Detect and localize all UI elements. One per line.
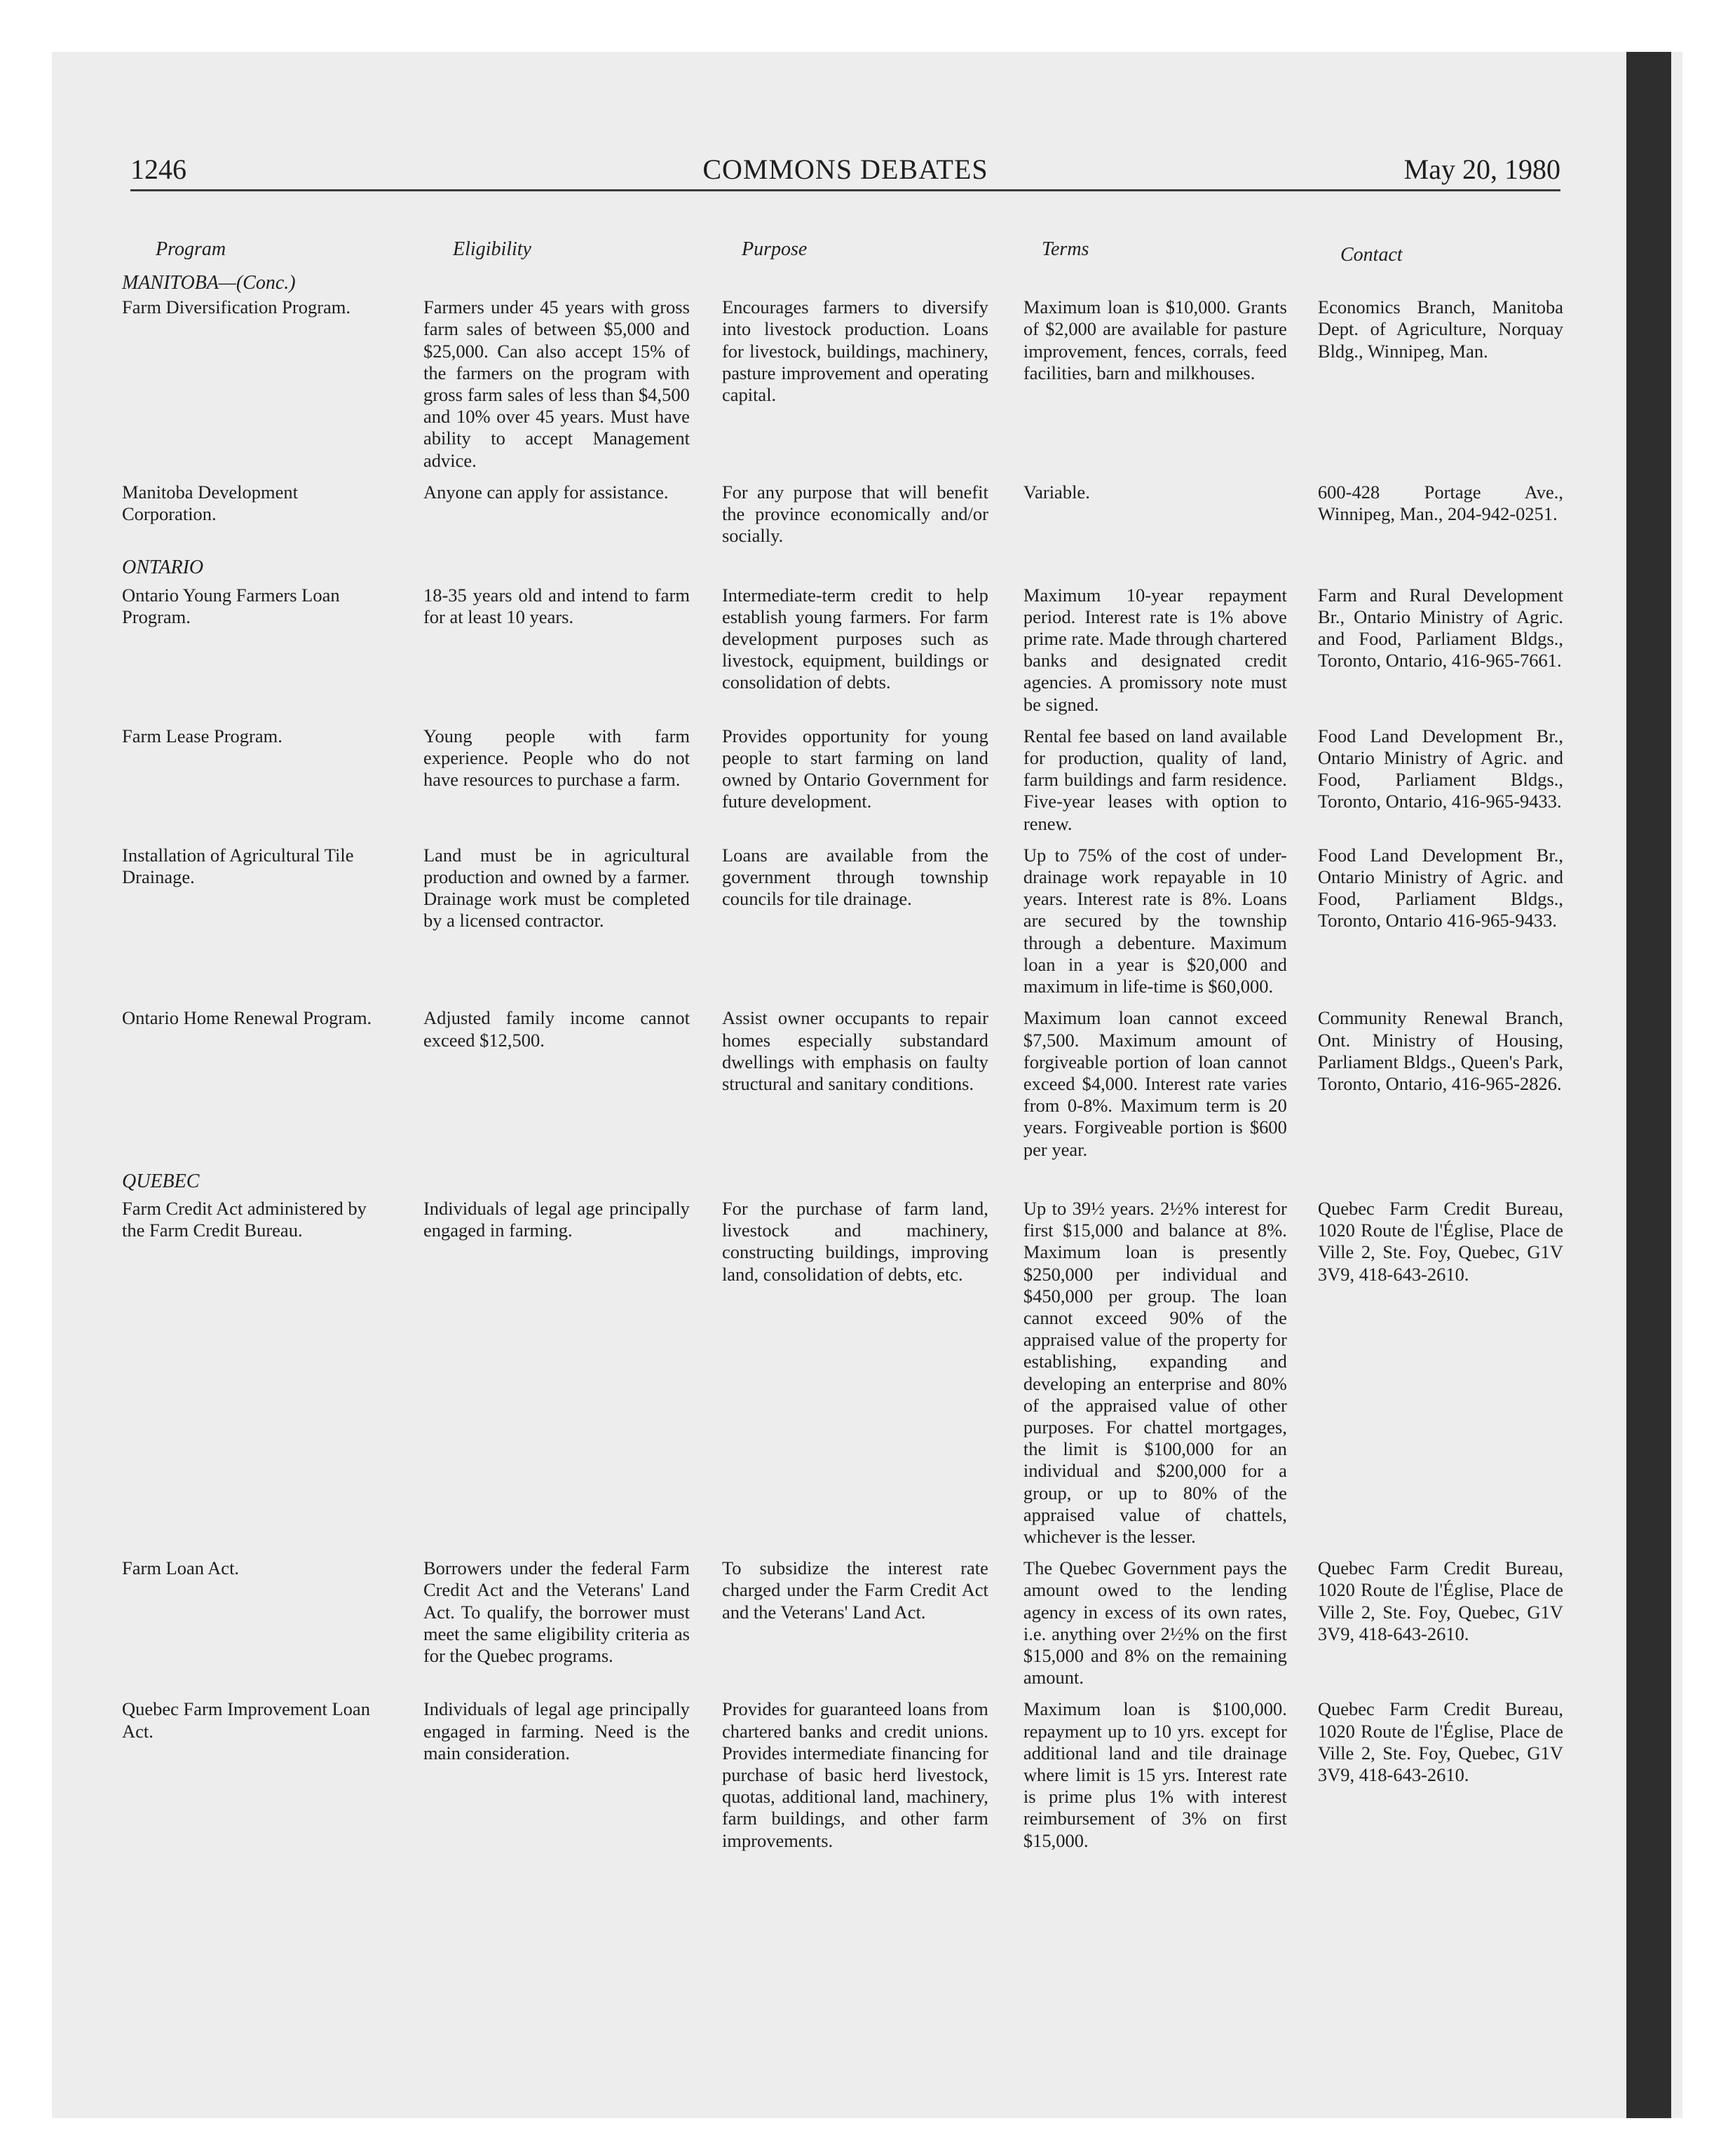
program-cell: Ontario Young Farmers Loan Program. [122,584,340,627]
column-header-terms: Terms [1042,238,1089,260]
contact-cell: Food Land Development Br., Ontario Ministry of Agric. and Food, Parliament Bldgs., Toronto, Ontario 416-965-9433. [1317,844,1564,932]
purpose-cell: Encourages farmers to diversify into livestock production. Loans for livestock, buildings, machinery, pasture improvement and operating capital. [721,296,988,406]
column-header-contact: Contact [1340,244,1403,266]
column-header-eligibility: Eligibility [453,238,531,260]
terms-cell: Up to 75% of the cost of under-drainage work repayable in 10 years. Interest rate is 8%. Loans are secured by the township through a debenture. Maximum loan in a year is $20,000 and maximum in life-time is $60,000. [1023,844,1287,997]
eligibility-cell: Land must be in agricultural production and owned by a farmer. Drainage work must be completed by a licensed contractor. [423,844,690,932]
contact-cell: Quebec Farm Credit Bureau, 1020 Route de l'Église, Place de Ville 2, Ste. Foy, Quebec, G1V 3V9, 418-643-2610. [1317,1557,1564,1644]
header-rule [130,189,1560,191]
eligibility-cell: Farmers under 45 years with gross farm sales of between $5,000 and $25,000. Can also accept 15% of the farmers on the program with gross farm sales of less than $4,500 and 10% over 45 years. Must have ability to accept Management advice. [423,296,690,471]
contact-cell: 600-428 Portage Ave., Winnipeg, Man., 204-942-0251. [1317,481,1564,525]
eligibility-cell: 18-35 years old and intend to farm for at least 10 years. [423,584,690,627]
terms-cell: Up to 39½ years. 2½% interest for first $15,000 and balance at 8%. Maximum loan is presently $250,000 per individual and $450,000 per group. The loan cannot exceed 90% of the appraised value of the property for establishing, expanding and developing an enterprise and 80% of the appraised value of other purposes. For chattel mortgages, the limit is $100,000 for an individual and $200,000 for a group, or up to 80% of the appraised value of chattels, whichever is the lesser. [1023,1197,1287,1547]
eligibility-cell: Individuals of legal age principally engaged in farming. Need is the main consideration. [423,1698,690,1763]
running-title: COMMONS DEBATES [702,153,988,185]
table-row [122,845,1563,997]
contact-cell: Food Land Development Br., Ontario Ministry of Agric. and Food, Parliament Bldgs., Toronto, Ontario, 416-965-9433. [1317,725,1564,812]
terms-cell: Maximum loan is $100,000. repayment up to 10 yrs. except for additional land and tile drainage where limit is 15 yrs. Interest rate is prime plus 1% with interest reimbursement of 3% on first $15,000. [1023,1698,1287,1851]
programs-table [122,272,1563,1852]
contact-cell: Quebec Farm Credit Bureau, 1020 Route de l'Église, Place de Ville 2, Ste. Foy, Quebec, G1V 3V9, 418-643-2610. [1317,1197,1564,1285]
table-row [122,725,1563,835]
section-heading: MANITOBA—(Conc.) [122,272,296,294]
terms-cell: Variable. [1023,481,1090,503]
table-row [122,1007,1563,1160]
column-header-purpose: Purpose [742,238,808,260]
program-cell: Installation of Agricultural Tile Drainage. [122,844,354,888]
issue-date: May 20, 1980 [1403,153,1560,185]
section-heading: QUEBEC [122,1170,200,1192]
table-row [122,1557,1563,1688]
program-cell: Farm Lease Program. [122,725,283,746]
eligibility-cell: Borrowers under the federal Farm Credit Act and the Veterans' Land Act. To qualify, the borrower must meet the same eligibility criteria as for the Quebec programs. [423,1557,690,1666]
program-cell: Quebec Farm Improvement Loan Act. [122,1698,370,1742]
scan-edge-strip [1626,52,1671,2118]
purpose-cell: Provides opportunity for young people to start farming on land owned by Ontario Government for future development. [721,725,988,812]
terms-cell: Maximum loan is $10,000. Grants of $2,000 are available for pasture improvement, fences, corrals, feed facilities, barn and milkhouses. [1023,296,1287,383]
purpose-cell: Intermediate-term credit to help establish young farmers. For farm development purposes such as livestock, equipment, buildings or consolidation of debts. [721,584,988,693]
table-row [122,482,1563,547]
contact-cell: Community Renewal Branch, Ont. Ministry of Housing, Parliament Bldgs., Queen's Park, Toronto, Ontario, 416-965-2826. [1317,1007,1564,1094]
table-row [122,585,1563,716]
purpose-cell: Loans are available from the government through township councils for tile drainage. [721,844,988,910]
eligibility-cell: Anyone can apply for assistance. [423,481,669,503]
program-cell: Ontario Home Renewal Program. [122,1007,372,1029]
contact-cell: Farm and Rural Development Br., Ontario Ministry of Agric. and Food, Parliament Bldgs., Toronto, Ontario, 416-965-7661. [1317,584,1564,671]
table-row [122,296,1563,472]
eligibility-cell: Individuals of legal age principally engaged in farming. [423,1197,690,1241]
page-header [130,153,1560,192]
contact-cell: Economics Branch, Manitoba Dept. of Agriculture, Norquay Bldg., Winnipeg, Man. [1317,296,1564,362]
section-heading: ONTARIO [122,557,204,579]
purpose-cell: For the purchase of farm land, livestock and machinery, constructing buildings, improving land, consolidation of debts, etc. [721,1197,988,1285]
purpose-cell: To subsidize the interest rate charged under the Farm Credit Act and the Veterans' Land Act. [721,1557,988,1623]
table-row [122,1698,1563,1851]
program-cell: Manitoba Development Corporation. [122,481,298,525]
purpose-cell: Provides for guaranteed loans from chartered banks and credit unions. Provides intermediate financing for purchase of basic herd livestock, quotas, additional land, machinery, farm buildings, and other farm improvements. [721,1698,988,1851]
purpose-cell: For any purpose that will benefit the province economically and/or socially. [721,481,988,547]
column-headers [122,238,1566,273]
eligibility-cell: Young people with farm experience. People who do not have resources to purchase a farm. [423,725,690,791]
terms-cell: Maximum loan cannot exceed $7,500. Maximum amount of forgiveable portion of loan cannot exceed $4,000. Interest rate varies from 0-8%. Maximum term is 20 years. Forgiveable portion is $600 per year. [1023,1007,1287,1160]
contact-cell: Quebec Farm Credit Bureau, 1020 Route de l'Église, Place de Ville 2, Ste. Foy, Quebec, G1V 3V9, 418-643-2610. [1317,1698,1564,1785]
terms-cell: Maximum 10-year repayment period. Interest rate is 1% above prime rate. Made through chartered banks and designated credit agencies. A promissory note must be signed. [1023,584,1287,715]
eligibility-cell: Adjusted family income cannot exceed $12,500. [423,1007,690,1051]
terms-cell: Rental fee based on land available for production, quality of land, farm buildings and farm residence. Five-year leases with option to renew. [1023,725,1287,834]
program-cell: Farm Loan Act. [122,1557,240,1579]
purpose-cell: Assist owner occupants to repair homes especially substandard dwellings with emphasis on faulty structural and sanitary conditions. [721,1007,988,1094]
table-row [122,1198,1563,1548]
program-cell: Farm Credit Act administered by the Farm Credit Bureau. [122,1197,367,1241]
terms-cell: The Quebec Government pays the amount owed to the lending agency in excess of its own rates, i.e. anything over 2½% on the first $15,000 and 8% on the remaining amount. [1023,1557,1287,1688]
program-cell: Farm Diversification Program. [122,296,351,318]
column-header-program: Program [156,238,226,260]
page-number: 1246 [130,153,186,185]
